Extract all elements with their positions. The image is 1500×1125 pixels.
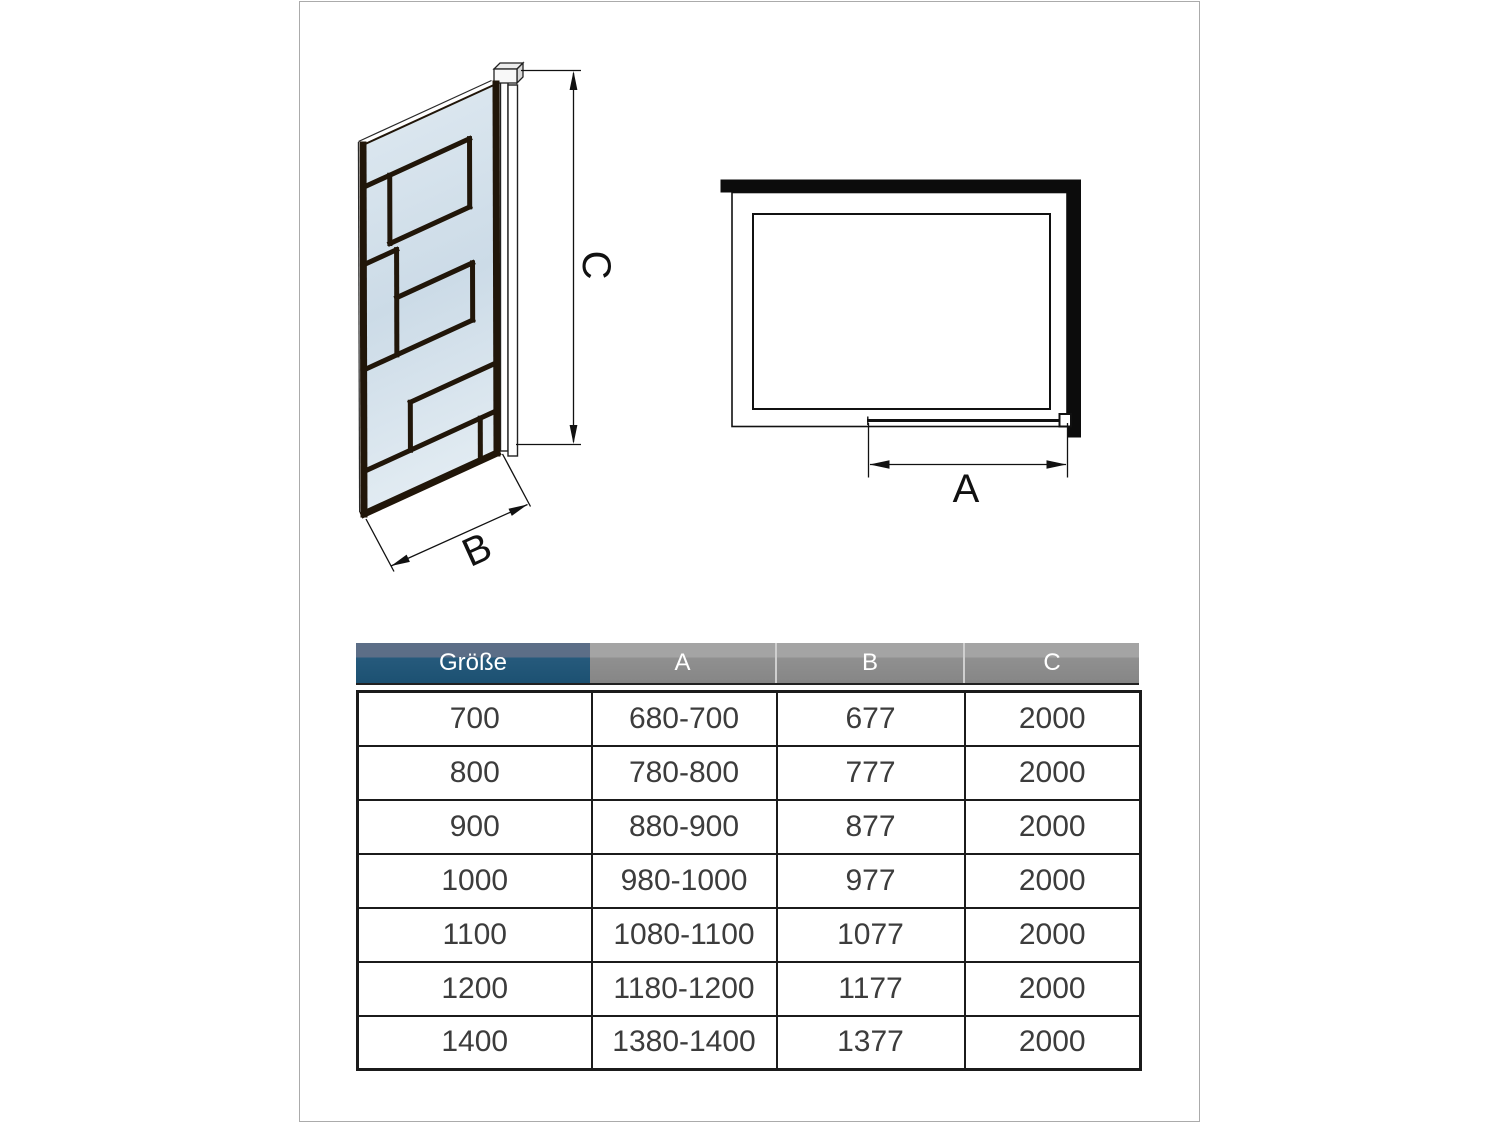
table-cell: 1080-1100 [592, 908, 777, 962]
table-row [358, 908, 1141, 962]
arrow-left-down-icon [391, 555, 410, 566]
table-cell: 2000 [965, 692, 1141, 746]
wall-top [721, 180, 1081, 193]
table-cell: 2000 [965, 1016, 1141, 1070]
wall-profile-side [508, 85, 518, 456]
table-cell: 980-1000 [592, 854, 777, 908]
wall-profile-front [501, 82, 509, 451]
table-cell: 1077 [777, 908, 965, 962]
wall-right [1067, 180, 1081, 438]
dimension-C [516, 71, 618, 445]
table-cell: 1100 [358, 908, 592, 962]
dim-label-a: A [952, 467, 980, 511]
arrow-right-up-icon [509, 505, 528, 516]
arrow-left-icon [870, 460, 890, 469]
dimension-A [869, 423, 1068, 511]
header-cell-a: A [590, 643, 775, 683]
table-cell: 1000 [358, 854, 592, 908]
glass-pattern-band [363, 145, 364, 514]
table-cell: 1400 [358, 1016, 592, 1070]
table-cell: 2000 [965, 746, 1141, 800]
dim-label-b: B [455, 524, 499, 576]
header-cell-b: B [775, 643, 963, 683]
table-cell: 1180-1200 [592, 962, 777, 1016]
table-cell: 977 [777, 854, 965, 908]
size-table-header [356, 643, 1139, 685]
table-body [358, 692, 1141, 1070]
header-cell-c: C [963, 643, 1139, 683]
arrow-right-icon [1047, 460, 1067, 469]
dim-b-ext-left [366, 519, 394, 572]
table-row [358, 800, 1141, 854]
glass-thickness-edge-left [358, 142, 359, 512]
table-row [358, 854, 1141, 908]
glass-pattern-band [496, 84, 497, 453]
table-row [358, 1016, 1141, 1070]
arrow-up-icon [570, 71, 578, 90]
table-cell: 1380-1400 [592, 1016, 777, 1070]
profile-cap [494, 63, 523, 83]
table-row [358, 746, 1141, 800]
header-cell-groesse: Größe [356, 643, 590, 683]
table-cell: 1177 [777, 962, 965, 1016]
table-cell: 2000 [965, 800, 1141, 854]
table-cell: 1377 [777, 1016, 965, 1070]
wall-bracket-fitting [1060, 414, 1072, 427]
glass-panel [363, 84, 497, 514]
table-cell: 677 [777, 692, 965, 746]
front-view-diagram [358, 63, 618, 576]
table-cell: 700 [358, 692, 592, 746]
size-table [356, 690, 1142, 1071]
table-row [358, 692, 1141, 746]
dim-b-ext-right [503, 454, 531, 507]
dim-label-c: C [574, 250, 618, 280]
table-cell: 780-800 [592, 746, 777, 800]
table-cell: 2000 [965, 908, 1141, 962]
shower-tray [753, 214, 1050, 409]
table-cell: 800 [358, 746, 592, 800]
table-cell: 680-700 [592, 692, 777, 746]
arrow-down-icon [570, 425, 578, 444]
table-row [358, 962, 1141, 1016]
table-cell: 900 [358, 800, 592, 854]
top-view-diagram [721, 180, 1082, 512]
table-cell: 1200 [358, 962, 592, 1016]
table-cell: 2000 [965, 962, 1141, 1016]
table-cell: 877 [777, 800, 965, 854]
table-cell: 880-900 [592, 800, 777, 854]
table-cell: 777 [777, 746, 965, 800]
table-cell: 2000 [965, 854, 1141, 908]
